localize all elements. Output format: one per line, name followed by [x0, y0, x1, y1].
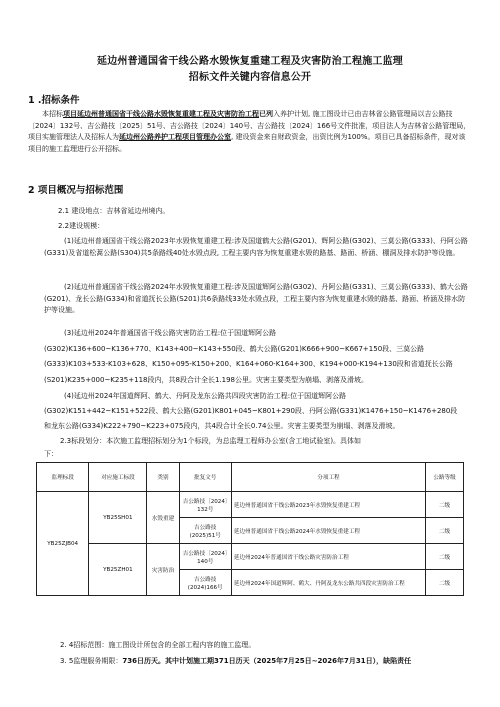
- project-cell: 延边州2024年国道辉阿、鹤大、丹阿及龙东公路共四段灾害防治工程: [231, 570, 425, 596]
- item-2-5-label: 3. 5监理服务期限：: [60, 657, 123, 665]
- tenderer-name: 延边州公路养护工程项目管理办公室: [119, 133, 231, 141]
- item-2-5: [60, 656, 411, 666]
- doc-number-cell: 吉公路技(2024)166号: [179, 570, 231, 596]
- scale-item-2: (2)延边州普通国省干线公路2024年水毁恢复重建工程:涉及国道辉阿公路(G302)、丹阿公路(G331)、三莫公路(G333)、鹤大公路(G201)、龙长公路(G334)和省道抚长公路(S201)共6条路线33处水毁点段，工程主要内容为恢复重建水毁的路基、路面、桥涵及排水防护等设施。: [44, 283, 468, 314]
- project-cell: 延边州2024年普通国省干线公路灾害防治工程: [231, 544, 425, 570]
- construction-section-cell: YB25SH01: [89, 492, 147, 544]
- section2-heading: 2 项目概况与招标范围: [28, 185, 124, 196]
- para-text-f: , 建设资金来自财政资金，出资比例为100%。项目已具备招标条件，现对该项目的施工监理进行公开招标。: [28, 133, 466, 153]
- scale-item-3-line4: (S201)K235+000~K235+118段内，共8段合计全长1.198公里。灾害主要类型为崩塌、剥落及滑坡。: [44, 376, 368, 384]
- supervision-section-cell: YB25ZJB04: [37, 492, 89, 596]
- doc-title-line2: 招标文件关键内容信息公开: [188, 72, 312, 83]
- project-cell: 延边州普通国省干线公路2024年水毁恢复重建工程: [231, 518, 425, 544]
- scale-item-3-line2: (G302)K136+600~K136+770、K143+400~K143+550段、鹤大公路(G201)K666+900~K667+150段、三莫公路: [44, 345, 425, 353]
- project-cell: 延边州普通国省干线公路2023年水毁恢复重建工程: [231, 492, 425, 518]
- table-header-cell: 监理标段: [37, 463, 89, 492]
- project-name: 项目延边州普通国省干线公路水毁恢复重建工程及灾害防治工程: [63, 110, 259, 118]
- section1-heading: 1 .招标条件: [28, 95, 80, 106]
- doc-title-line1: 延边州普通国省干线公路水毁恢复重建工程及灾害防治工程施工监理: [97, 56, 403, 67]
- table-row: [37, 544, 464, 570]
- scale-item-4-line1: (4)延边州2024年国道辉阿、鹤大、丹阿及龙东公路共四段灾害防治工程:位于国道辉阿公路: [64, 392, 347, 400]
- table-header-cell: 分项工程: [231, 463, 425, 492]
- doc-number-cell: 吉公路技〔2024〕132号: [179, 492, 231, 518]
- category-cell: 水毁重建: [147, 492, 179, 544]
- para-text-a: 本招标: [42, 110, 63, 118]
- table-row: [37, 492, 464, 518]
- construction-section-cell: YB25ZH01: [89, 544, 147, 596]
- section-table: [36, 462, 464, 596]
- scale-item-3-line1: (3)延边州2024年普通国省干线公路灾害防治工程:位于国道辉阿公路: [64, 329, 277, 337]
- item-2-4: 2. 4招标范围：施工图设计所包含的全部工程内容的施工监理。: [60, 641, 256, 649]
- scale-item-4-line2: (G302)K151+442~K151+522段、鹤大公路(G201)K801+045~K801+290段、丹阿公路(G331)K1476+150~K1476+280段: [44, 407, 458, 415]
- item-2-1: 2.1 建设地点：吉林省延边州境内。: [58, 207, 170, 215]
- scale-item-1: (1)延边州普通国省干线公路2023年水毁恢复重建工程:涉及国道鹤大公路(G201)、辉阿公路(G302)、三莫公路(G333)、丹阿公路(G331)及省道松蒿公路(S304)共5条路线40处水毁点段, 工程主要内容为恢复重建水毁的路基、路面、桥涵、棚洞及排水防护等设施。: [44, 237, 468, 257]
- table-header-cell: 对应施工标段: [89, 463, 147, 492]
- scale-item-4-line3: 和龙东公路(G334)K222+790~K223+075段内，共4段合计全长0.74公里。灾害主要类型为崩塌、剥落及滑坡。: [44, 422, 400, 430]
- table-header-cell: 批复文号: [179, 463, 231, 492]
- table-header-cell: 公路等级: [426, 463, 464, 492]
- grade-cell: 二级: [426, 518, 464, 544]
- table-header-row: [37, 463, 464, 492]
- table-header-cell: 类别: [147, 463, 179, 492]
- para-text-d: 入养护计划, 施工图设计已由吉林省公路管理局以吉公路技〔2024〕132号、吉公路技〔2025〕51号、吉公路技〔2024〕140号、吉公路技〔2024〕166号文件批准，项目法人为吉林省公路管理局，项目实施管理法人及招标人为: [28, 110, 471, 141]
- grade-cell: 二级: [426, 544, 464, 570]
- item-2-5-value: 736日历天。其中计划施工期371日历天（2025年7月25日~2026年7月31日），缺陷责任: [122, 657, 412, 665]
- doc-number-cell: 吉公路技〔2024〕140号: [179, 544, 231, 570]
- item-2-3-line2: 下：: [44, 450, 58, 458]
- category-cell: 灾害防治: [147, 544, 179, 596]
- grade-cell: 二级: [426, 570, 464, 596]
- item-2-2: 2.2建设规模：: [58, 222, 105, 230]
- para-text-c: 已列: [259, 110, 273, 118]
- grade-cell: 二级: [426, 492, 464, 518]
- scale-item-3-line3: (G333)K103+533-K103+628、K150+095-K150+200、K164+060-K164+300、K194+000-K194+130段和省道抚长公路: [44, 360, 453, 368]
- item-2-3-line1: 2.3标段划分：本次施工监理招标划分为1个标段，为总监理工程师办公室(含工地试验室)。具体如: [60, 437, 362, 445]
- doc-number-cell: 吉公路技(2025)51号: [179, 518, 231, 544]
- section1-paragraph: [28, 109, 472, 155]
